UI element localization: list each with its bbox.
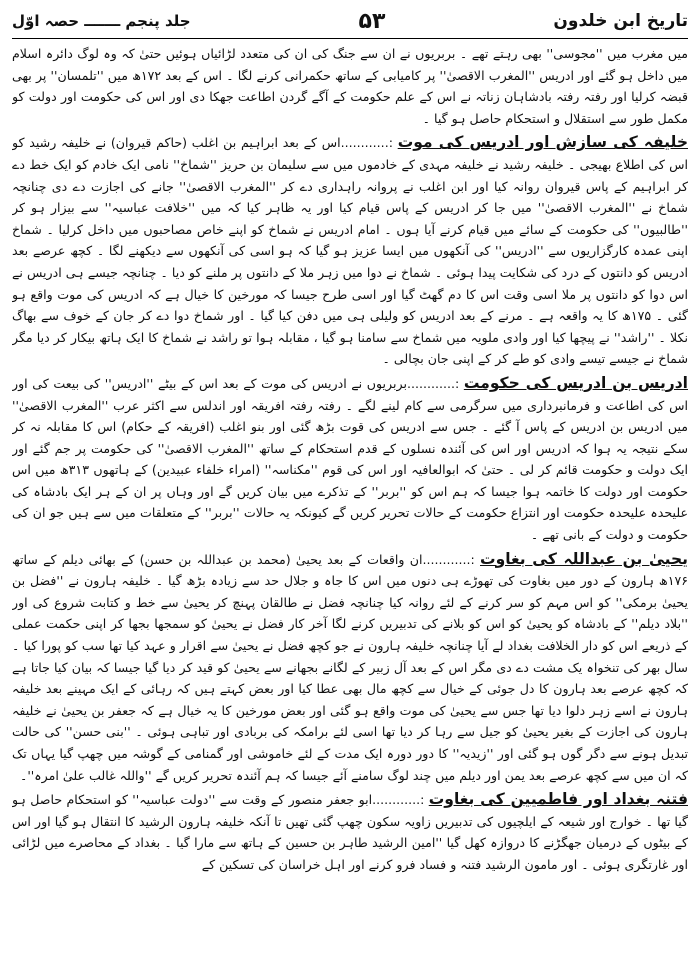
section-text: :............ابو جعفر منصور کے وقت سے ''دولت عباسیہ'' کو استحکام حاصل ہو گیا تھا ۔ خوارج اور شیعہ کے ایلچیوں کی تدبیریں زاویہ سکون چھپ گئی تھیں تا آنکہ خلیفہ ہارون الرشید کا انتقال ہو گیا اور اس کے بیٹوں کے درمیان جھگڑنے کا دروازہ کھل گیا ''امین الرشید طاہر بن حسین کے ہاتھ سے مارا گیا ۔ بغداد کے محاصرے میں لڑائی اور غارتگری ہوئی ۔ اور مامون الرشید فتنہ و فساد فرو کرنے اور اہل خراسان کی تسکین کے <box>12 792 688 872</box>
section-paragraph <box>12 132 688 370</box>
intro-paragraph: میں مغرب میں ''مجوسی'' بھی رہتے تھے ۔ بربریوں نے ان سے جنگ کی ان کی متعدد لڑائیاں ہوئیں حتیٰ کہ وہ لوگ دائرہ اسلام میں داخل ہو گئے اور ادریس ''المغرب الاقصیٰ'' پر کامیابی کے ساتھ حکمرانی کرنے لگا ۔ اس کے بعد ۱۷۲ھ میں ''تلمسان'' پر بھی قبضہ کرلیا اور رفتہ رفتہ بادشاہان زناتہ نے اس کے علم حکومت کے آگے گردن اطاعت جھکا دی اور اس کی حکومت اور دولت کو مکمل طور سے استقلال و استحکام حاصل ہو گیا ۔ <box>12 46 688 126</box>
book-title: تاریخ ابن خلدون <box>553 11 688 31</box>
page-header <box>12 6 688 36</box>
section-paragraph <box>12 789 688 875</box>
section-text: :............اس کے بعد ابراہیم بن اغلب (حاکم قیروان) نے خلیفہ رشید کو اس کی اطلاع بھیجی ۔ خلیفہ رشید نے خلیفہ مہدی کے خادموں میں سے سلیمان بن حریز ''شماخ'' نامی ایک خادم کو ایک خط دے کر ابراہیم کے پاس قیروان روانہ کیا اور ابن اغلب نے پروانہ راہداری دے کر ''المغرب الاقصیٰ'' جانے کی اجازت دے دی چنانچہ شماخ نے ''المغرب الاقصیٰ'' میں جا کر ادریس کے پاس قیام کیا اور یہ ظاہر کیا کہ میں ''خلافت عباسیہ'' سے بیزار ہو کر ''طالبیوں'' کی حکومت کے سائے میں قیام کرنے آیا ہوں ۔ امام ادریس نے شماخ کو اپنے خاص مصاحبوں میں داخل کرلیا ۔ شماخ اپنی عمدہ کارگزاریوں سے ''ادریس'' کی آنکھوں میں ایسا عزیز ہو گیا کہ ہو اسی کی آنکھوں سے دیکھنے لگا ۔ کچھ عرصے بعد ادریس کو دانتوں کے درد کی شکایت پیدا ہوئی ۔ شماخ نے دوا میں زہر ملا کے دانتوں پر ملنے کو دیا ۔ چنانچہ جیسے ہی ادریس نے اس دوا کو دانتوں پر ملا اسی وقت اس کا دم گھٹ گیا اور اسی طرح جیسا کہ مورخین کا خیال ہے کہ ادریس کی موت واقع ہو گئی ۔ ۱۷۵ھ کا یہ واقعہ ہے ۔ مرنے کے بعد ادریس کو ولیلی ہی میں دفن کیا گیا ۔ اور شماخ دوا دے کر جان کے خوف سے بھاگ نکلا ۔ ''راشد'' نے پیچھا کیا اور وادی ملویہ میں شماخ سے سامنا ہو گیا ، مقابلہ ہوا تو راشد نے شماخ کا ایک ہاتھ بیکار کر دیا مگر شماخ نے جیسے تیسے وادی کو طے کر کے اپنی جان بچالی ۔ <box>12 135 688 367</box>
section-text: :............بربریوں نے ادریس کی موت کے بعد اس کے بیٹے ''ادریس'' کی بیعت کی اور اس کی اطاعت و فرمانبرداری میں سرگرمی سے کام لینے لگے ۔ رفتہ رفتہ افریقہ اور اندلس سے اکثر عرب ''المغرب الاقصیٰ'' میں ادریس بن ادریس کے پاس آ گئے ۔ جس سے ادریس کی قوت بڑھ گئی اور بنو اغلب (افریقہ کے حکام) اس کا مقابلہ نہ کر سکے نتیجہ یہ ہوا کہ ادریس اور اس کی آئندہ نسلوں کے قدم استحکام کے ساتھ ''المغرب الاقصیٰ'' کی حکومت پر جم گئے اور ایک دولت و حکومت قائم کر لی ۔ حتیٰ کہ ابوالعافیہ اور اس کی قوم ''مکناسہ'' (امراء خلفاء عبیدین) کے ہاتھوں ۳۱۳ھ میں اس حکومت اور دولت کا خاتمہ ہوا جیسا کہ ہم اس کو ''بربر'' کے تذکرے میں بیان کریں گے اور وہاں پر ان کے ہر ایک بادشاہ کی علیحدہ علیحدہ حکومت اور انتزاع حکومت کے حالات تحریر کریں گے کیونکہ یہ حالات ''بربر'' کے متعلقات میں سے ہیں جو ان کی حکومت و دولت کے بانی تھے ۔ <box>12 375 688 543</box>
volume-section: جلد پنجم ـــــــ حصہ اوّل <box>12 12 191 30</box>
page-number: ۵۳ <box>358 8 386 34</box>
page-body <box>12 43 688 967</box>
header-divider <box>12 38 688 39</box>
section-paragraph <box>12 373 688 546</box>
section-heading: ادریس بن ادریس کی حکومت <box>463 373 688 392</box>
section-paragraph <box>12 549 688 787</box>
section-heading: یحییٰ بن عبداللہ کی بغاوت <box>480 549 688 568</box>
section-heading: خلیفہ کی سازش اور ادریس کی موت <box>397 133 688 152</box>
section-text: :............ان واقعات کے بعد یحییٰ (محمد بن عبداللہ بن حسن) کے بھائی دیلم کے ساتھ ۱۷۶ھ ہارون کے دور میں بغاوت کی تھوڑے ہی دنوں میں اس کا جاہ و جلال حد سے زیادہ بڑھ گیا ۔ خلیفہ ہارون نے ''فضل بن یحییٰ برمکی'' کو اس مہم کو سر کرنے کے لئے روانہ کیا چنانچہ فضل نے طالقان پہنچ کر یحییٰ سے خط و کتابت شروع کی اور ''بلاد دیلم'' کے بادشاہ کو یحییٰ کو اس کو بلانے کی تدبیریں کرنے لگا آخر کار فضل نے یحییٰ کو سمجھا بجھا کر اپنی حکمت عملی کے ذریعے اس کو دار الخلافت بغداد لے آیا چنانچہ خلیفہ ہارون نے جو کچھ فضل نے یحییٰ سے اقرار و عہد کیا تھا سب کو پورا کیا ۔ سال بھر کی تنخواہ یک مشت دے دی مگر اس کے بعد آل زبیر کے لگانے بجھانے سے یحییٰ کو قید کر دیا گیا جیسا کہ بیان کیا جاتا ہے کہ کچھ عرصے بعد ہارون کا دل جوئی کے خیال سے کچھ مال بھی عطا کیا اور بعض کہتے ہیں کہ رہائی کے ایک مہینے بعد خلیفہ ہارون نے اسے زہر دلوا دیا تھا جس سے یحییٰ کی موت واقع ہو گئی اور بعض مورخین کا یہ خیال ہے کہ جعفر بن یحییٰ نے خلیفہ ہارون کی اجازت کے بغیر یحییٰ کو جیل سے رہا کر دیا تھا اسی لئے برامکہ کی بربادی اور تباہی ہوئی ۔ ''بنی حسن'' کی حالت تبدیل ہونے سے دگر گوں ہو گئی اور ''زیدیہ'' کا دور دورہ ایک مدت کے لئے خاموشی اور گمنامی کے گوشہ میں چھپ گیا یہاں تک کہ ان میں سے کچھ عرصے بعد یمن اور دیلم میں چند لوگ سامنے آئے جیسا کہ ہم آئندہ تحریر کریں گے ''واللہ غالب علیٰ امرہ''۔ <box>12 551 688 783</box>
section-heading: فتنہ بغداد اور فاطمیین کی بغاوت <box>428 790 688 809</box>
